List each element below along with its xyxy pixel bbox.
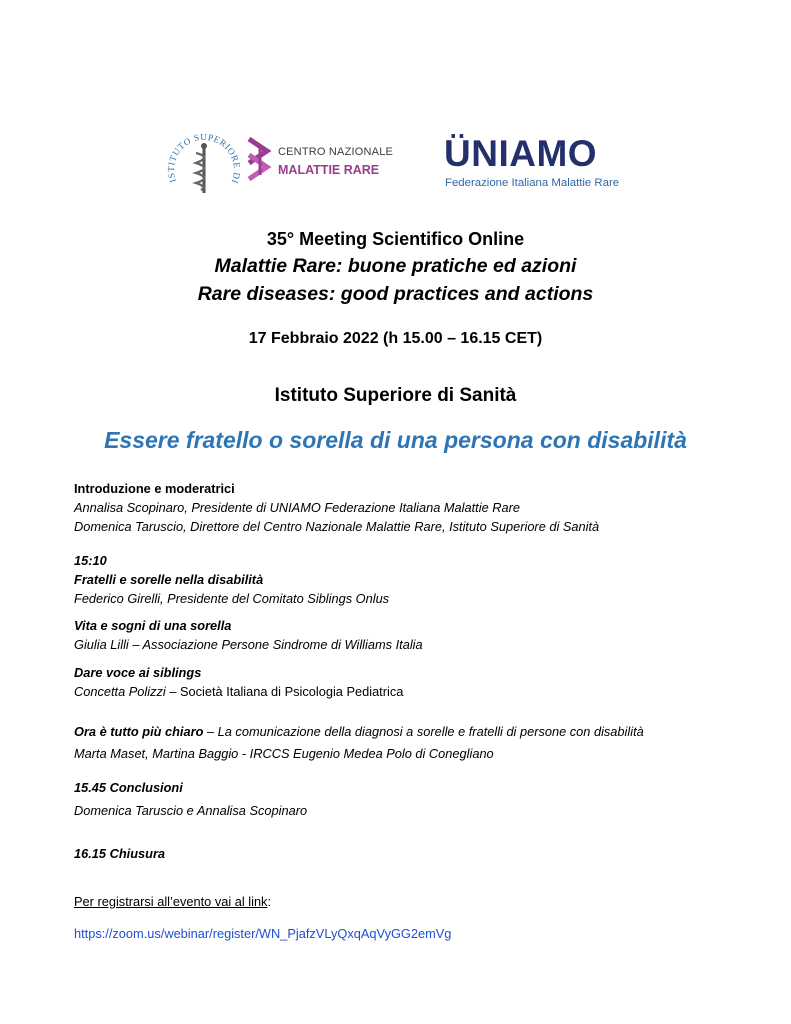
title-english: Rare diseases: good practices and actions <box>197 283 594 305</box>
talk3-speaker-name: Concetta Polizzi <box>74 684 166 699</box>
uniamo-subtitle: Federazione Italiana Malattie Rare <box>445 177 620 189</box>
intro-heading: Introduzione e moderatrici <box>74 481 235 496</box>
conclusions-heading: 15.45 Conclusioni <box>74 780 183 795</box>
registration-link[interactable]: https://zoom.us/webinar/register/WN_PjafzVLyQxqAqVyGG2emVg <box>74 926 452 941</box>
talk3-speaker <box>74 684 403 699</box>
closing-heading: 16.15 Chiusura <box>74 846 166 861</box>
talk4-title: Ora è tutto più chiaro <box>74 724 204 739</box>
uniamo-wordmark: ÜNIAMO <box>444 133 598 174</box>
uniamo-logo <box>442 133 632 199</box>
iss-seal-text: ISTITUTO SUPERIORE DI <box>165 131 243 186</box>
cnmr-line1: CENTRO NAZIONALE <box>278 146 394 158</box>
institute-name: Istituto Superiore di Sanità <box>274 385 517 406</box>
talk1-speaker: Federico Girelli, Presidente del Comitato Siblings Onlus <box>74 591 390 606</box>
conclusions-speakers: Domenica Taruscio e Annalisa Scopinaro <box>74 803 308 818</box>
topic-heading: Essere fratello o sorella di una persona con disabilità <box>104 427 687 453</box>
registration-text <box>74 894 271 909</box>
iss-seal-logo <box>163 127 245 209</box>
talk3-speaker-org: – Società Italiana di Psicologia Pediatrica <box>165 684 404 699</box>
cnmr-logo <box>245 135 395 187</box>
registration-label: Per registrarsi all’evento vai al link <box>74 894 268 909</box>
intro-line-2: Domenica Taruscio, Direttore del Centro Nazionale Malattie Rare, Istituto Superiore di Sanità <box>74 519 600 534</box>
registration-colon: : <box>267 894 272 909</box>
talk2-speaker: Giulia Lilli – Associazione Persone Sindrome di Williams Italia <box>74 637 423 652</box>
talk3-title: Dare voce ai siblings <box>74 665 202 680</box>
talk4-speakers: Marta Maset, Martina Baggio - IRCCS Eugenio Medea Polo di Conegliano <box>74 746 494 761</box>
event-date: 17 Febbraio 2022 (h 15.00 – 16.15 CET) <box>248 330 543 347</box>
cnmr-line2: MALATTIE RARE <box>278 163 380 177</box>
talk4-subtitle: – La comunicazione della diagnosi a sorelle e fratelli di persone con disabilità <box>203 724 644 739</box>
title-italian: Malattie Rare: buone pratiche ed azioni <box>214 255 577 277</box>
intro-line-1: Annalisa Scopinaro, Presidente di UNIAMO Federazione Italiana Malattie Rare <box>74 500 520 515</box>
talk4-heading <box>74 724 644 739</box>
talk2-title: Vita e sogni di una sorella <box>74 618 232 633</box>
cnmr-mark-icon <box>245 135 275 187</box>
time-1510: 15:10 <box>74 553 107 568</box>
talk1-title: Fratelli e sorelle nella disabilità <box>74 572 264 587</box>
meeting-title: 35° Meeting Scientifico Online <box>266 229 525 249</box>
